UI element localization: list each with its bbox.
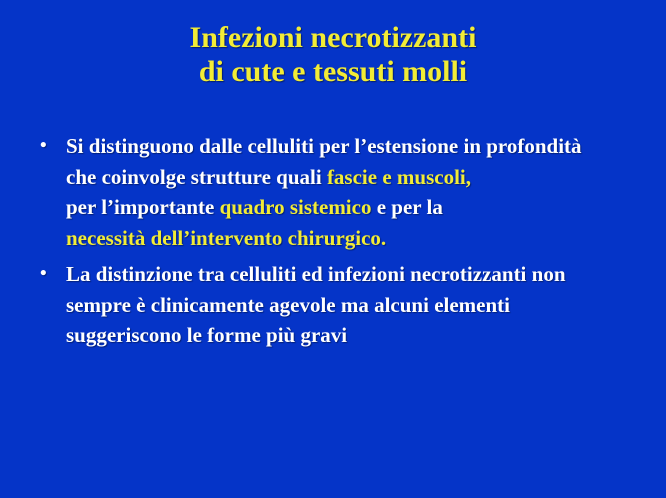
bullet-2-line-2 — [66, 290, 566, 321]
slide-title — [0, 0, 666, 89]
slide-body — [0, 131, 666, 351]
bullet-item-2 — [40, 259, 648, 351]
bullet-1-line-4 — [66, 223, 582, 254]
text-segment: e per la — [371, 195, 443, 219]
text-segment: Si distinguono dalle celluliti per l’estensione in profondità — [66, 134, 582, 158]
title-line-1: Infezioni necrotizzanti — [189, 21, 477, 54]
bullet-item-1 — [40, 131, 648, 253]
bullet-2-line-3 — [66, 320, 566, 351]
bullet-1-line-2 — [66, 162, 582, 193]
text-segment: che coinvolge strutture quali — [66, 164, 327, 189]
text-segment: La distinzione tra celluliti ed infezioni necrotizzanti non — [66, 262, 566, 286]
bullet-marker: • — [40, 263, 47, 284]
text-segment: per l’importante — [66, 195, 220, 219]
bullet-1-line-1 — [66, 131, 582, 162]
bullet-1-text — [66, 131, 582, 253]
text-segment: sempre è clinicamente agevole ma alcuni elementi — [66, 292, 510, 317]
highlighted-text-segment: necessità dell’intervento chirurgico. — [66, 225, 387, 250]
highlighted-text-segment: quadro sistemico — [219, 195, 372, 219]
title-line-2: di cute e tessuti molli — [198, 55, 468, 88]
highlighted-text-segment: fascie e muscoli, — [326, 164, 471, 189]
bullet-2-line-1 — [66, 259, 566, 290]
bullet-2-text — [66, 259, 566, 351]
bullet-marker: • — [40, 135, 47, 156]
text-segment: suggeriscono le forme più gravi — [66, 323, 348, 347]
bullet-1-line-3 — [66, 192, 582, 223]
